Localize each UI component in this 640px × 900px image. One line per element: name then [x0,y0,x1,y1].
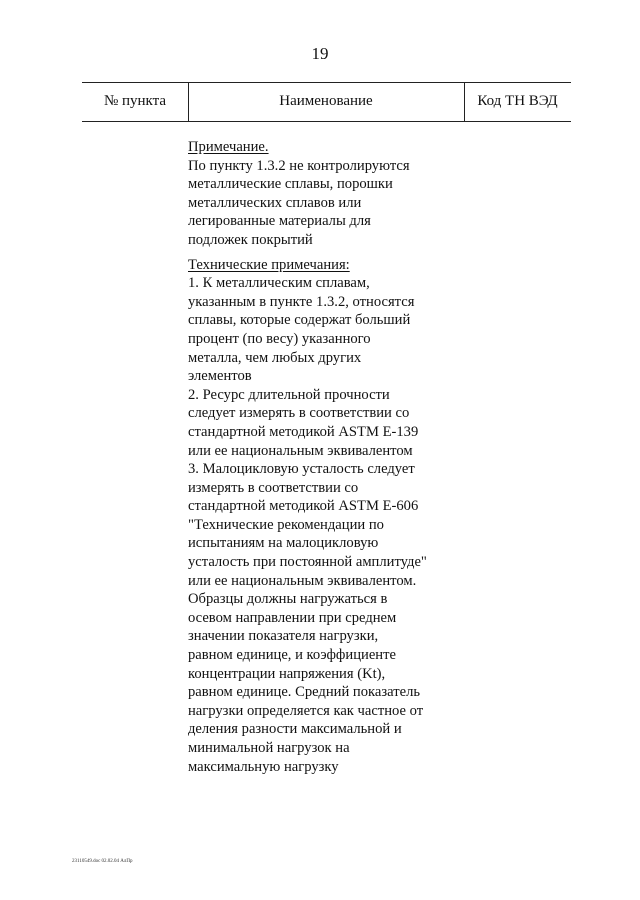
tech-note-line: усталость при постоянной амплитуде" [188,554,427,571]
tech-note-line: следует измерять в соответствии со [188,405,410,422]
note-line: По пункту 1.3.2 не контролируются [188,157,410,174]
table-header [82,82,571,122]
tech-note-line: равном единице. Средний показатель [188,684,421,701]
tech-note-line: или ее национальным эквивалентом. [188,572,417,589]
description-cell [188,138,470,776]
note-line: подложек покрытий [188,231,313,248]
tech-note-line: испытаниям на малоцикловую [188,535,379,552]
tech-note-line: "Технические рекомендации по [188,516,384,533]
tech-note-line: 2. Ресурс длительной прочности [188,386,390,403]
note-line: металлические сплавы, порошки [188,176,393,193]
tech-note-line: минимальной нагрузок на [188,740,350,756]
tech-notes-heading: Технические примечания: [188,256,350,273]
tech-note-line: 3. Малоцикловую усталость следует [188,461,415,478]
tech-note-line: нагрузки определяется как частное от [188,702,424,719]
note-heading: Примечание. [188,139,269,155]
tech-note-line: концентрации напряжения (Kt), [188,665,386,682]
tech-note-line: максимальную нагрузку [188,758,339,775]
page-number: 19 [311,44,329,63]
tech-note-line: процент (по весу) указанного [188,330,371,347]
header-item-number: № пункта [103,93,167,109]
tech-note-line: осевом направлении при среднем [188,609,397,626]
tech-note-line: элементов [188,368,252,385]
tech-note-line: Образцы должны нагружаться в [188,591,388,608]
tech-note-line: или ее национальным эквивалентом [188,442,413,459]
tech-note-line: значении показателя нагрузки, [188,628,379,645]
note-line: металлических сплавов или [188,194,362,211]
header-name: Наименование [279,93,373,109]
header-tn-ved-code: Код ТН ВЭД [477,93,558,109]
tech-note-line: металла, чем любых других [188,349,362,366]
tech-note-line: деления разности максимальной и [188,721,402,738]
note-line: легированные материалы для [188,213,371,230]
tech-note-line: измерять в соответствии со [188,479,359,496]
tech-note-line: стандартной методикой ASTM E-606 [188,498,419,515]
tech-note-line: сплавы, которые содержат больший [188,312,411,329]
tech-note-line: 1. К металлическим сплавам, [188,275,370,292]
tech-note-line: стандартной методикой ASTM E-139 [188,423,419,440]
tech-note-line: указанным в пункте 1.3.2, относятся [188,293,415,310]
tech-note-line: равном единице, и коэффициенте [188,647,396,664]
footer-file-stamp: 23110549.doc 02.02.04 АлПр [72,859,133,864]
